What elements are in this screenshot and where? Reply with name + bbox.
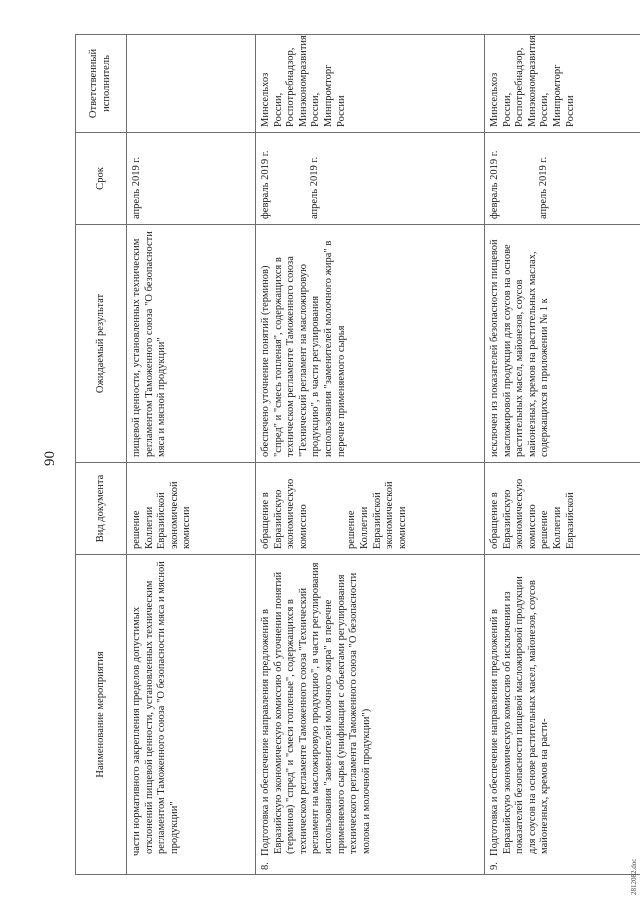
table-row [127, 35, 256, 875]
cell-result: обеспечено уточнение понятий (терминов) "спред" и "смесь топленая", содержащихся в техническом регламенте Таможенного союза "Технический регламент на масложировую продукцию", в части регулирования использования "заменителей молочного жира" в перечне применяемого сырья [256, 225, 485, 463]
row-number: 9. [489, 862, 500, 870]
header-deadline: Срок [76, 133, 127, 225]
cell-executor [127, 35, 256, 133]
cell-name [127, 555, 256, 875]
header-executor: Ответственный исполнитель [76, 35, 127, 133]
cell-deadline [127, 133, 256, 225]
spacer [310, 468, 346, 549]
cell-deadline [256, 133, 485, 225]
row-name: Подготовка и обеспечение направления предложений в Евразийскую экономическую комиссию об исключении из показателей безопасности пищевой масложировой продукции для соусов на основе растительных масел, майонезов, соусов майонезных, кремов на расти- [489, 576, 551, 856]
document-code: 2812082.doc [630, 858, 638, 895]
cell-result: пищевой ценности, установленных техническим регламентом Таможенного союза "О безопасности мяса и мясной продукции" [127, 225, 256, 463]
row-number: 8. [260, 862, 271, 870]
cell-result: исключен из показателей безопасности пищевой масложировой продукции для соусов на основе растительных масел, майонезов, соусов майонезных, кремов на растительных маслах, содержащихся в приложении № 1 к [485, 225, 640, 463]
page-number: 90 [42, 451, 58, 466]
doc-type-a: обращение в Евразийскую экономическую комиссию [260, 478, 309, 549]
cell-doc-type [127, 463, 256, 555]
doc-type-b: решение Коллегии Евразийской экономической комиссии [346, 481, 408, 549]
table-row [485, 35, 640, 875]
header-doc-type: Вид документа [76, 463, 127, 555]
spacer [273, 138, 309, 219]
deadline-a: апрель 2019 г. [131, 156, 142, 219]
cell-doc-type [485, 463, 640, 555]
deadline-a: февраль 2019 г. [260, 150, 271, 219]
doc-type-b: решение Коллегии Евразийской [539, 492, 576, 549]
deadline-a: февраль 2019 г. [489, 150, 500, 219]
cell-deadline [485, 133, 640, 225]
cell-executor: Минсельхоз России, Роспотребнадзор, Минэкономразвития России, Минпромторг России [485, 35, 640, 133]
deadline-b: апрель 2019 г. [537, 156, 549, 219]
measures-table [75, 34, 640, 875]
cell-executor: Минсельхоз России, Роспотребнадзор, Минэкономразвития России, Минпромторг России [256, 35, 485, 133]
row-name: Подготовка и обеспечение направления предложений в Евразийскую экономическую комиссию об уточнении понятий (терминов) "спред" и "смеси топленые", содержащихся в техническом регламенте Таможенного союза "Технический регламент на масложировую продукцию", в части регулирования использования "заменителей молочного жира" в перечне применяемого сырья (унификация с объектами регулирования технического регламента Таможенного союза "О безопасности молока и молочной продукции") [260, 562, 372, 856]
row-name: части нормативного закрепления пределов допустимых отклонений пищевой ценности, установленных техническим регламентом Таможенного союза "О безопасности мяса и мясной продукции" [131, 561, 180, 856]
deadline-b: апрель 2019 г. [308, 156, 320, 219]
header-result: Ожидаемый результат [76, 225, 127, 463]
doc-type-a: решение Коллегии Евразийской экономической комиссии [131, 481, 193, 549]
doc-type-a: обращение в Евразийскую экономическую комиссию [489, 478, 538, 549]
table-header-row [76, 35, 127, 875]
spacer [502, 138, 538, 219]
cell-name [485, 555, 640, 875]
table-row [256, 35, 485, 875]
cell-name [256, 555, 485, 875]
header-name: Наименование мероприятия [76, 555, 127, 875]
cell-doc-type [256, 463, 485, 555]
